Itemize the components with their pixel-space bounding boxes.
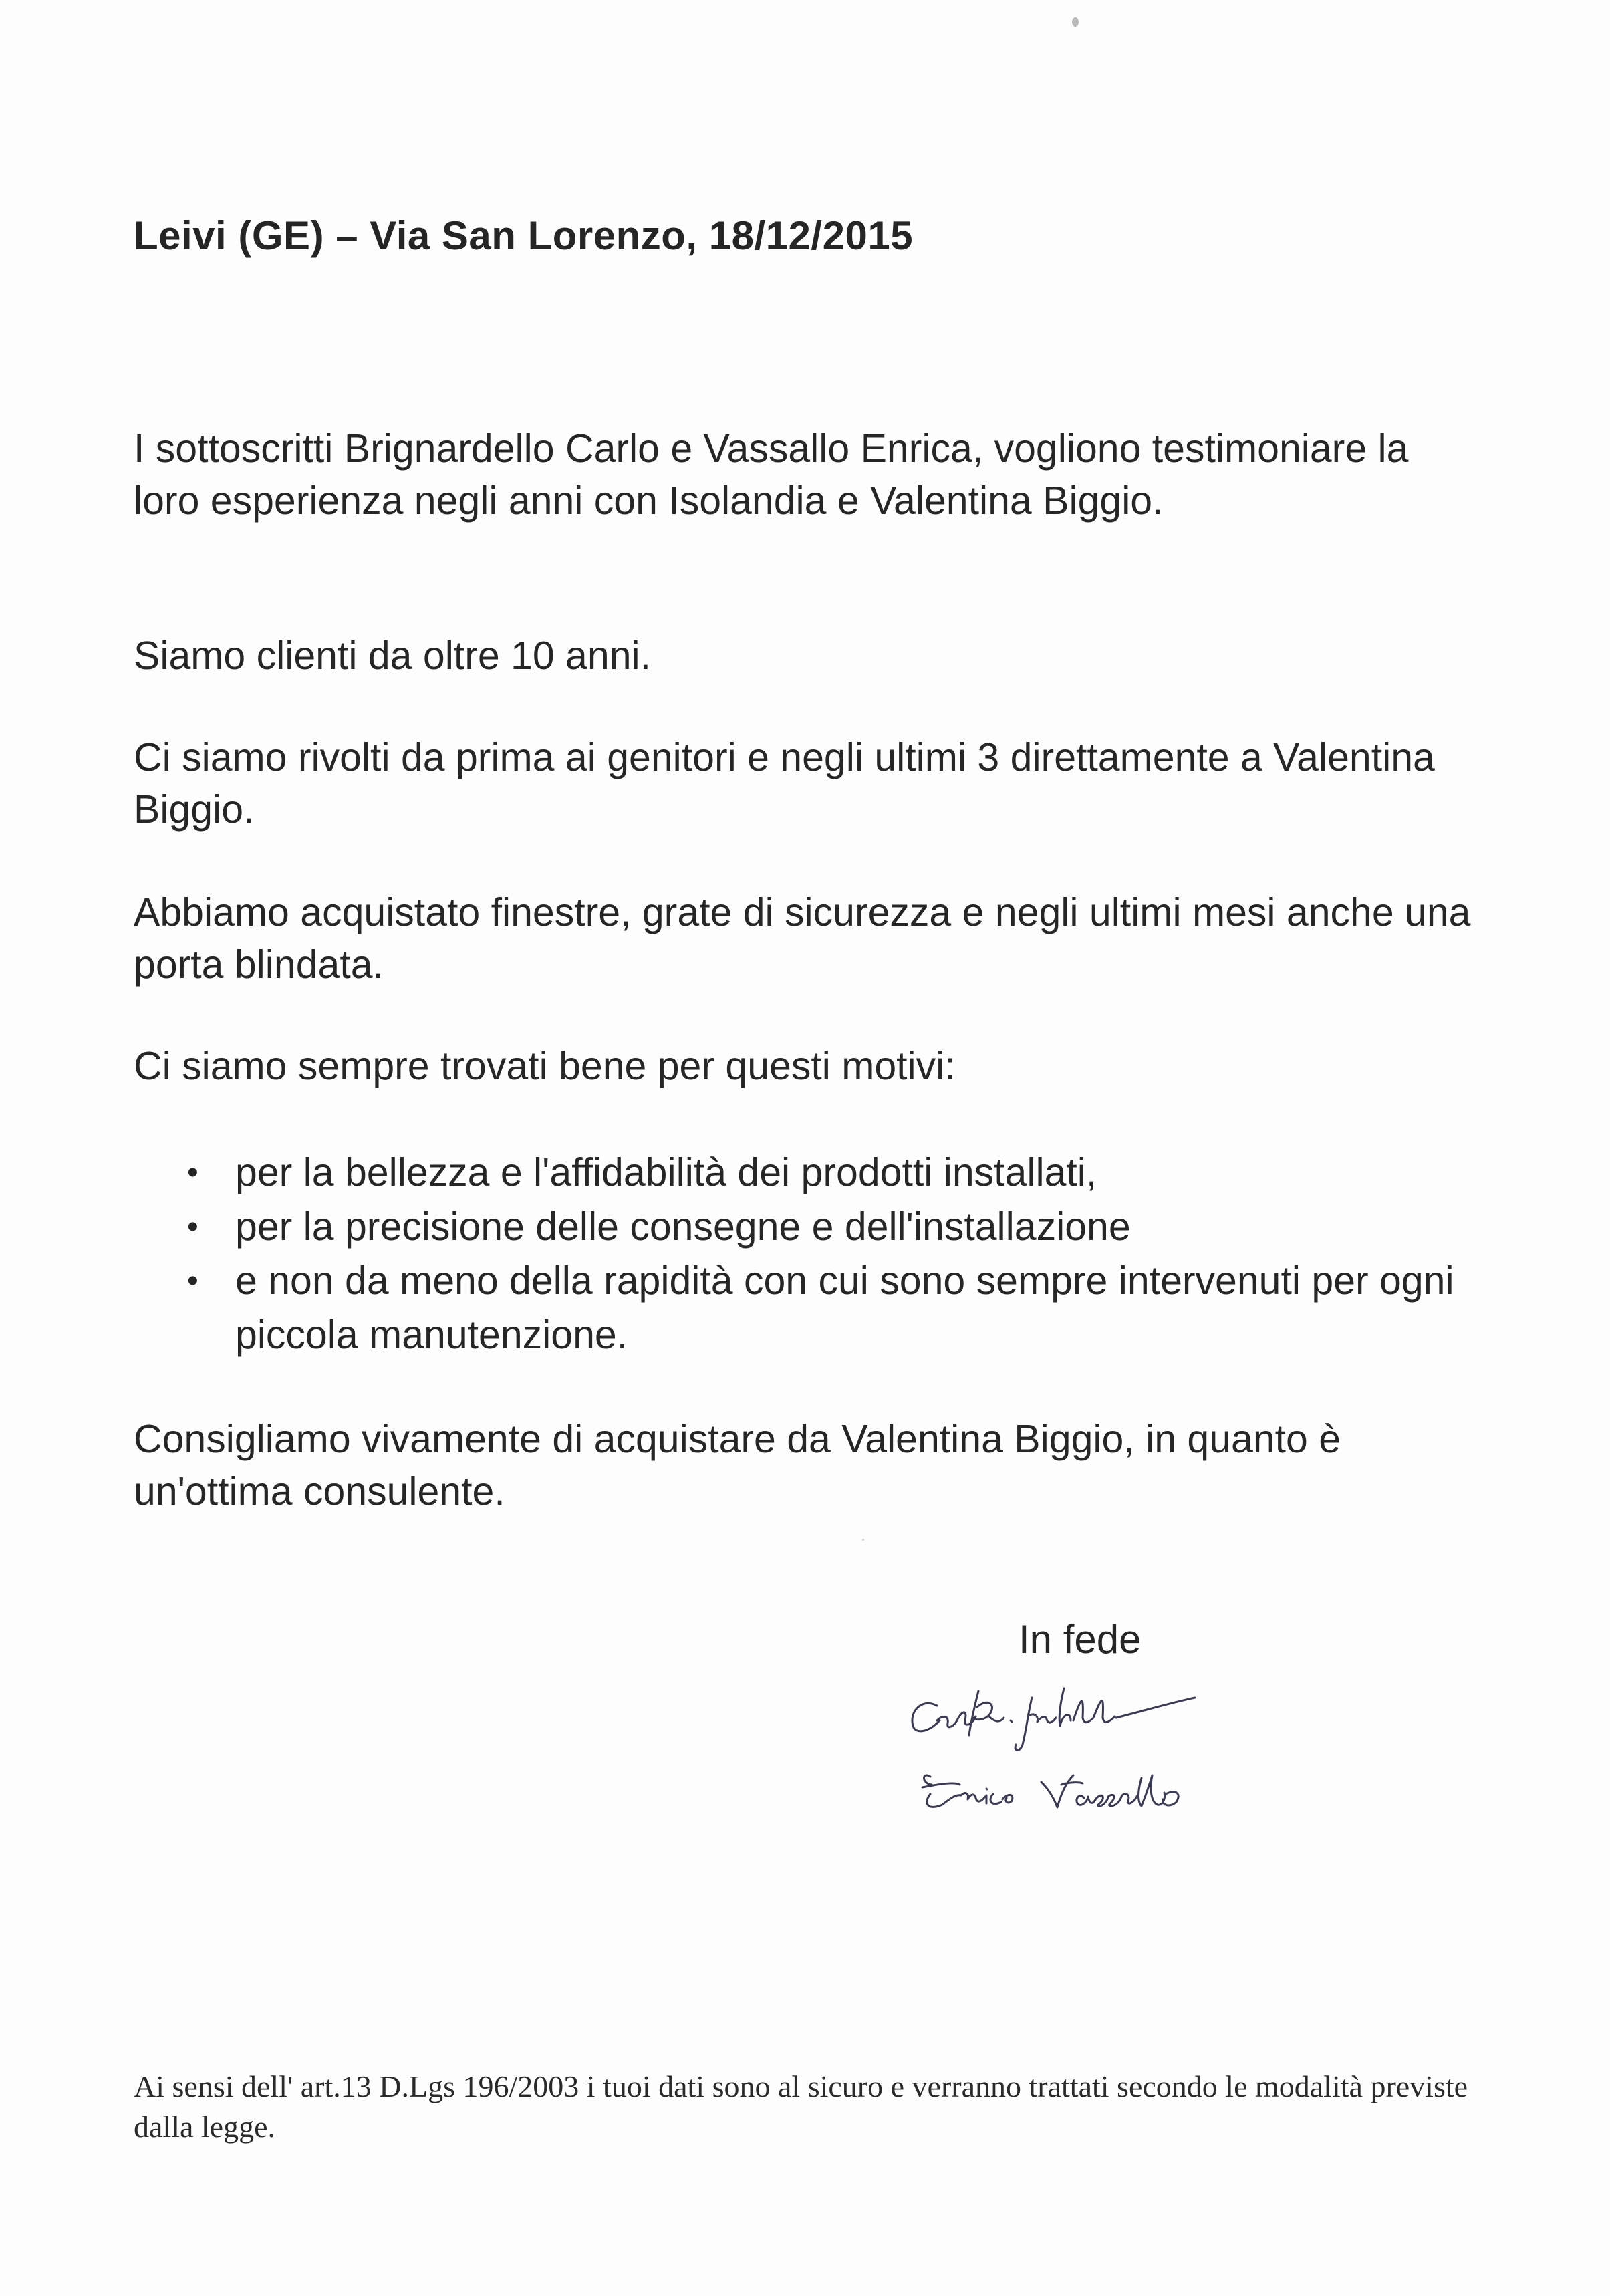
sign-off: In fede: [1019, 1617, 1142, 1662]
paragraph-reasons-intro: Ci siamo sempre trovati bene per questi motivi:: [134, 1044, 956, 1088]
handwritten-signatures: [896, 1651, 1283, 1831]
paragraph-client-years: Siamo clienti da oltre 10 anni.: [134, 634, 652, 678]
paragraph-contacts: Ci siamo rivolti da prima ai genitori e negli ultimi 3 direttamente a Valentina Biggio.: [134, 735, 1435, 832]
paper-speck: [862, 1539, 864, 1541]
list-item: [134, 1200, 1484, 1254]
list-item-text: per la precisione delle consegne e dell'installazione: [235, 1204, 1131, 1249]
list-item-text: e non da meno della rapidità con cui sono sempre intervenuti per ogni piccola manutenzione.: [235, 1259, 1454, 1357]
list-item: [134, 1254, 1484, 1362]
signature-carlo: [912, 1688, 1195, 1750]
bullet-dot-icon: •: [187, 1209, 198, 1245]
bullet-dot-icon: •: [187, 1263, 198, 1299]
list-item-text: per la bellezza e l'affidabilità dei prodotti installati,: [235, 1150, 1097, 1194]
letter-header: Leivi (GE) – Via San Lorenzo, 18/12/2015: [134, 213, 914, 258]
bullet-dot-icon: •: [187, 1155, 198, 1190]
signature-enrica: [922, 1775, 1178, 1807]
paragraph-introduction: I sottoscritti Brignardello Carlo e Vassallo Enrica, vogliono testimoniare la loro esperienza negli anni con Isolandia e Valentina Biggio.: [134, 426, 1409, 523]
reasons-list: [134, 1146, 1484, 1362]
list-item: [134, 1146, 1484, 1200]
paragraph-recommendation: Consigliamo vivamente di acquistare da Valentina Biggio, in quanto è un'ottima consulente.: [134, 1417, 1341, 1513]
privacy-footer: Ai sensi dell' art.13 D.Lgs 196/2003 i tuoi dati sono al sicuro e verranno trattati secondo le modalità previste dalla legge.: [134, 2069, 1468, 2144]
paragraph-purchases: Abbiamo acquistato finestre, grate di sicurezza e negli ultimi mesi anche una porta blindata.: [134, 890, 1471, 987]
paper-speck: [1072, 17, 1079, 27]
